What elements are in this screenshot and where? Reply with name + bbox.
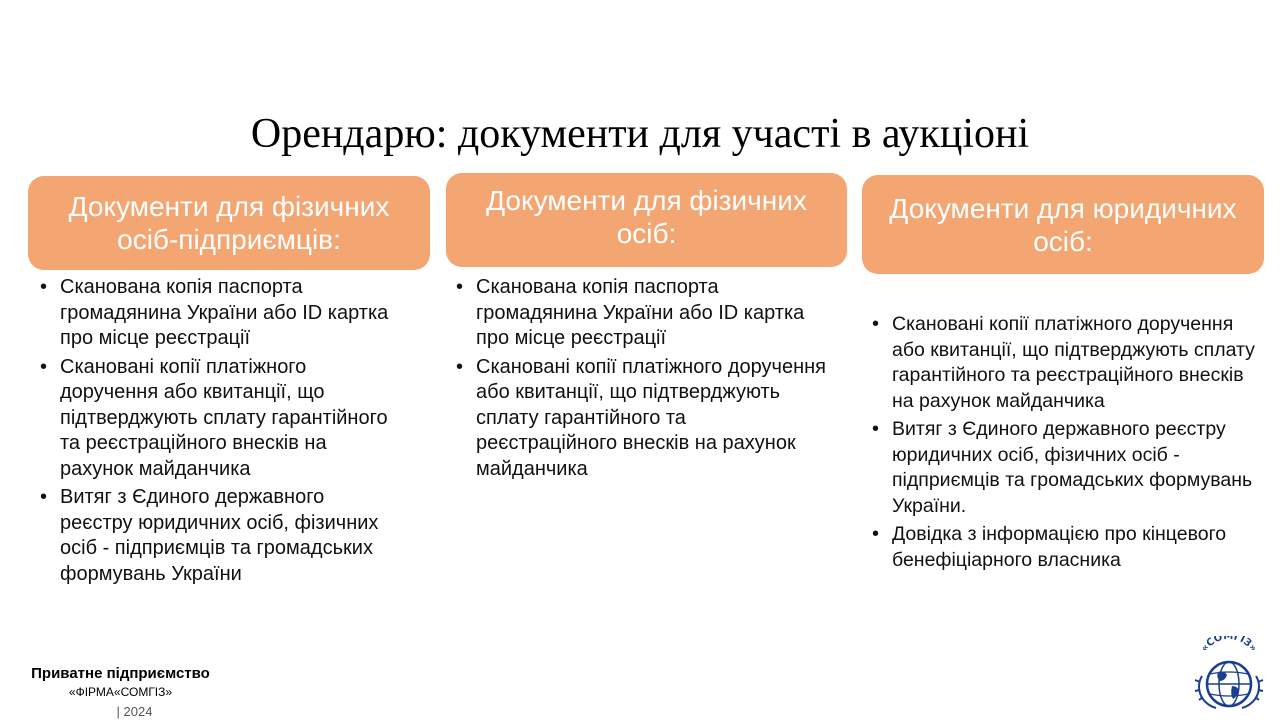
page-title: Орендарю: документи для участі в аукціоні: [250, 111, 1030, 157]
documents-list-entrepreneurs: [40, 275, 400, 590]
header-individual-entrepreneurs: [28, 176, 430, 270]
footer-brand: «ФІРМА«СОМГІЗ»: [68, 685, 173, 699]
logo-text: «СОМГІЗ»: [1199, 636, 1259, 655]
header-line: осіб:: [616, 218, 677, 249]
header-line: Документи для юридичних: [889, 192, 1237, 224]
globe-emblem-icon: [1188, 636, 1270, 718]
list-item: • Сканована копія паспорта громадянина України або ID картка про місце реєстрації: [40, 275, 400, 352]
header-line: Документи для фізичних: [68, 191, 390, 222]
list-item: • Довідка з інформацією про кінцевого бенефіціарного власника: [872, 522, 1262, 573]
list-item: • Скановані копії платіжного доручення або квитанції, що підтверджують сплату гарантійного та реєстраційного внесків на рахунок майданчика: [40, 355, 400, 483]
footer: [18, 664, 223, 721]
header-legal-entities: [862, 175, 1264, 274]
svg-text:«СОМГІЗ»: [1199, 636, 1259, 654]
list-item: • Скановані копії платіжного доручення або квитанції, що підтверджують сплату гарантійного та реєстраційного внесків на рахунок майданчика: [872, 312, 1262, 414]
list-item: • Витяг з Єдиного державного реєстру юридичних осіб, фізичних осіб - підприємців та громадських формувань України: [40, 485, 400, 587]
header-line: осіб:: [1033, 225, 1093, 257]
header-line: Документи для фізичних: [486, 185, 807, 216]
documents-list-individuals: [456, 275, 826, 485]
list-item: • Скановані копії платіжного доручення або квитанції, що підтверджують сплату гарантійного та реєстраційного внесків на рахунок майданчика: [456, 355, 826, 483]
header-line: осіб-підприємців:: [117, 224, 341, 255]
footer-year: | 2024: [116, 704, 153, 719]
header-individuals: [446, 173, 847, 267]
footer-company: Приватне підприємство: [31, 665, 210, 682]
list-item: • Сканована копія паспорта громадянина України або ID картка про місце реєстрації: [456, 275, 826, 352]
list-item: • Витяг з Єдиного державного реєстру юридичних осіб, фізичних осіб - підприємців та громадських формувань України.: [872, 417, 1262, 519]
documents-list-legal-entities: [872, 312, 1262, 576]
